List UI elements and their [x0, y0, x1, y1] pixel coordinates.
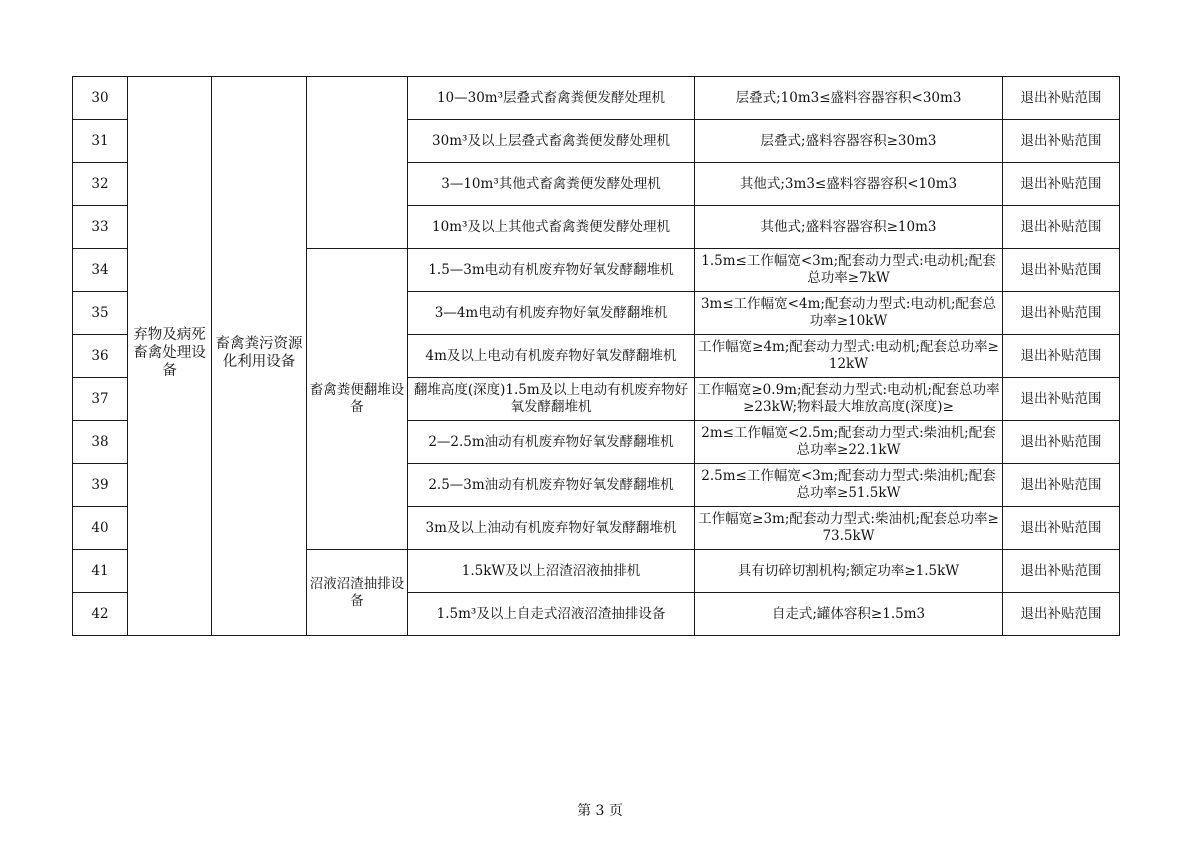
- table-row: [73, 77, 1120, 120]
- product-name: 3—10m³其他式畜禽粪便发酵处理机: [408, 163, 695, 206]
- subcategory-cell: [212, 77, 307, 636]
- status-text: 退出补贴范围: [1003, 77, 1120, 120]
- product-condition: 其他式;盛料容器容积≥10m3: [695, 206, 1003, 249]
- row-number: 34: [73, 249, 128, 292]
- product-name: 1.5m³及以上自走式沼液沼渣抽排设备: [408, 593, 695, 636]
- page-number: 第 3 页: [577, 803, 623, 819]
- row-number: 42: [73, 593, 128, 636]
- product-condition: 工作幅宽≥4m;配套动力型式:电动机;配套总功率≥12kW: [695, 335, 1003, 378]
- row-number: 30: [73, 77, 128, 120]
- status-text: 退出补贴范围: [1003, 421, 1120, 464]
- product-name: 3m及以上油动有机废弃物好氧发酵翻堆机: [408, 507, 695, 550]
- row-number: 37: [73, 378, 128, 421]
- product-condition: 1.5m≤工作幅宽<3m;配套动力型式:电动机;配套总功率≥7kW: [695, 249, 1003, 292]
- status-text: 退出补贴范围: [1003, 163, 1120, 206]
- equipment-table: [72, 76, 1120, 636]
- product-name: 10—30m³层叠式畜禽粪便发酵处理机: [408, 77, 695, 120]
- status-text: 退出补贴范围: [1003, 593, 1120, 636]
- product-name: 1.5—3m电动有机废弃物好氧发酵翻堆机: [408, 249, 695, 292]
- group-pump: 沼液沼渣抽排设备: [307, 550, 408, 636]
- status-text: 退出补贴范围: [1003, 507, 1120, 550]
- product-condition: 具有切碎切割机构;额定功率≥1.5kW: [695, 550, 1003, 593]
- product-name: 30m³及以上层叠式畜禽粪便发酵处理机: [408, 120, 695, 163]
- status-text: 退出补贴范围: [1003, 335, 1120, 378]
- row-number: 39: [73, 464, 128, 507]
- row-number: 38: [73, 421, 128, 464]
- product-name: 10m³及以上其他式畜禽粪便发酵处理机: [408, 206, 695, 249]
- category-cell: [128, 77, 212, 636]
- product-name: 1.5kW及以上沼渣沼液抽排机: [408, 550, 695, 593]
- product-name: 4m及以上电动有机废弃物好氧发酵翻堆机: [408, 335, 695, 378]
- product-condition: 其他式;3m3≤盛料容器容积<10m3: [695, 163, 1003, 206]
- row-number: 33: [73, 206, 128, 249]
- category-a-label: 弃物及病死畜禽处理设备: [133, 327, 206, 379]
- product-condition: 3m≤工作幅宽<4m;配套动力型式:电动机;配套总功率≥10kW: [695, 292, 1003, 335]
- group-cell-empty: [307, 77, 408, 249]
- status-text: 退出补贴范围: [1003, 120, 1120, 163]
- status-text: 退出补贴范围: [1003, 206, 1120, 249]
- row-number: 41: [73, 550, 128, 593]
- row-number: 32: [73, 163, 128, 206]
- product-condition: 工作幅宽≥3m;配套动力型式:柴油机;配套总功率≥73.5kW: [695, 507, 1003, 550]
- product-name: 2.5—3m油动有机废弃物好氧发酵翻堆机: [408, 464, 695, 507]
- status-text: 退出补贴范围: [1003, 249, 1120, 292]
- product-condition-cell: [695, 378, 1003, 421]
- group-turner: 畜禽粪便翻堆设备: [307, 249, 408, 550]
- product-condition: 2m≤工作幅宽<2.5m;配套动力型式:柴油机;配套总功率≥22.1kW: [695, 421, 1003, 464]
- product-condition: 层叠式;盛料容器容积≥30m3: [695, 120, 1003, 163]
- product-name: 翻堆高度(深度)1.5m及以上电动有机废弃物好氧发酵翻堆机: [408, 378, 695, 421]
- row-number: 36: [73, 335, 128, 378]
- product-condition: 层叠式;10m3≤盛料容器容积<30m3: [695, 77, 1003, 120]
- row-number: 40: [73, 507, 128, 550]
- product-condition: 2.5m≤工作幅宽<3m;配套动力型式:柴油机;配套总功率≥51.5kW: [695, 464, 1003, 507]
- status-text: 退出补贴范围: [1003, 292, 1120, 335]
- product-condition: 工作幅宽≥0.9m;配套动力型式:电动机;配套总功率≥23kW;物料最大堆放高度(深度)≥: [697, 382, 1000, 415]
- status-text: 退出补贴范围: [1003, 464, 1120, 507]
- product-name: 2—2.5m油动有机废弃物好氧发酵翻堆机: [408, 421, 695, 464]
- status-text: 退出补贴范围: [1003, 378, 1120, 421]
- status-text: 退出补贴范围: [1003, 550, 1120, 593]
- product-name: 3—4m电动有机废弃物好氧发酵翻堆机: [408, 292, 695, 335]
- category-b-label: 畜禽粪污资源化利用设备: [215, 336, 303, 370]
- row-number: 35: [73, 292, 128, 335]
- product-condition: 自走式;罐体容积≥1.5m3: [695, 593, 1003, 636]
- row-number: 31: [73, 120, 128, 163]
